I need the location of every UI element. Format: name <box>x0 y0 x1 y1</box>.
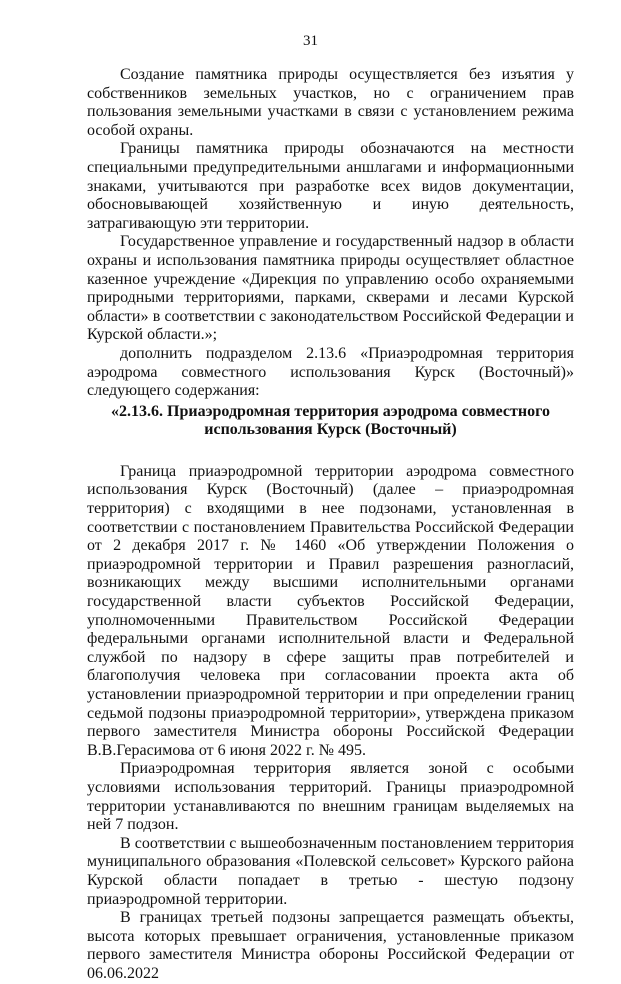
section-heading: «2.13.6. Приаэродромная территория аэродрома совместного использования Курск (Восточный) <box>111 402 550 439</box>
paragraph-municipality-subzones: В соответствии с вышеобозначенным постановлением территория муниципального образования «Полевской сельсовет» Курского района Курской области попадает в третью - шестую подзону приаэродромной территории. <box>87 834 574 908</box>
document-body <box>87 66 574 984</box>
paragraph-airfield-territory-border: Граница приаэродромной территории аэродрома совместного использования Курск (Восточный) (далее – приаэродромная территория) с входящими в нее подзонами, установленная в соответствии с постановлением Правительства Российской Федерации от 2 декабря 2017 г. № 1460 «Об утверждении Положения о приаэродромной территории и Правил разрешения разногласий, возникающих между высшими исполнительными органами государственной власти субъектов Российской Федерации, уполномоченными Правительством Российской Федерации федеральными органами исполнительной власти и Федеральной службой по надзору в сфере защиты прав потребителей и благополучия человека при согласовании проекта акта об установлении приаэродромной территории и при определении границ седьмой подзоны приаэродромной территории», утверждена приказом первого заместителя Министра обороны Российской Федерации В.В.Герасимова от 6 июня 2022 г. № 495. <box>87 462 574 759</box>
page-number: 31 <box>303 33 318 49</box>
paragraph-add-subsection: дополнить подразделом 2.13.6 «Приаэродромная территория аэродрома совместного использования Курск (Восточный)» следующего содержания: <box>87 344 574 400</box>
paragraph-special-conditions-zone: Приаэродромная территория является зоной с особыми условиями использования территорий. Границы приаэродромной территории устанавливаются по внешним границам выделяемых на ней 7 подзон. <box>87 760 574 834</box>
paragraph-nature-monument-creation: Создание памятника природы осуществляется без изъятия у собственников земельных участков, но с ограничением прав пользования земельными участками в связи с установлением режима особой охраны. <box>87 66 574 139</box>
paragraph-state-management: Государственное управление и государственный надзор в области охраны и использования памятника природы осуществляет областное казенное учреждение «Дирекция по управлению особо охраняемыми природными территориями, парками, скверами и лесами Курской области» в соответствии с законодательством Российской Федерации и Курской области.»; <box>87 233 574 344</box>
section-spacer <box>87 440 574 463</box>
paragraph-nature-monument-borders: Границы памятника природы обозначаются на местности специальными предупредительными аншлагами и информационными знаками, учитываются при разработке всех видов документации, обосновывающей хозяйственную и иную деятельность, затрагивающую эти территории. <box>87 140 574 232</box>
paragraph-third-subzone-restrictions: В границах третьей подзоны запрещается размещать объекты, высота которых превышает ограничения, установленные приказом первого заместителя Министра обороны Российской Федерации от 06.06.2022 <box>87 909 574 982</box>
